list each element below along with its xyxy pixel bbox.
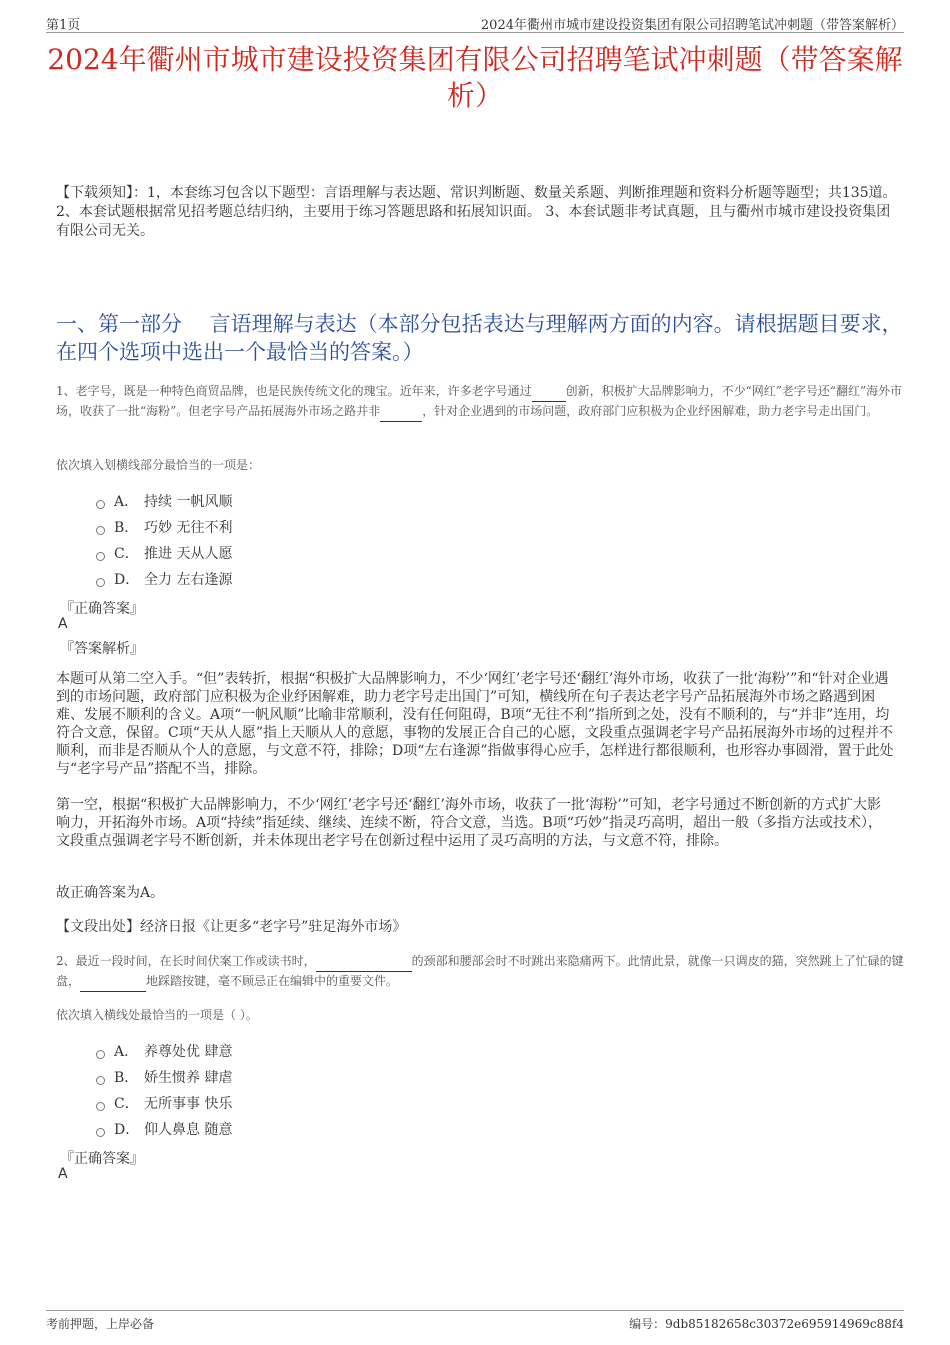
- page-number: 第1页: [46, 18, 81, 33]
- answer-blank: [532, 382, 566, 402]
- radio-icon[interactable]: [96, 1128, 105, 1137]
- question-1-prompt: 依次填入划横线部分最恰当的一项是：: [56, 458, 261, 472]
- analysis-paragraph-2: 第一空，根据“积极扩大品牌影响力，不少‘网红’老字号还‘翻红’海外市场，收获了一批‘海粉’”可知，老字号通过不断创新的方式扩大影响力，开拓海外市场。A项“持续”指延续、继续、连续不断，符合文意，当选。B项“巧妙”指灵巧高明，超出一般（多指方法或技术），文段重点强调老字号不断创新，并未体现出老字号在创新过程中运用了灵巧高明的方法，与文意不符，排除。: [56, 797, 883, 849]
- question-1-options: [96, 488, 232, 592]
- question-1-part-a: 1、老字号，既是一种特色商贸品牌，也是民族传统文化的瑰宝。近年来，许多老字号通过: [56, 384, 532, 398]
- section-heading: 一、第一部分 言语理解与表达（本部分包括表达与理解两方面的内容。请根据题目要求，在四个选项中选出一个最恰当的答案。）: [56, 312, 903, 364]
- footer-serial: 编号：9db85182658c30372e695914969c88f4: [629, 1317, 904, 1331]
- option-c[interactable]: C． 无所事事 快乐: [96, 1090, 232, 1116]
- question-2-text: [56, 952, 904, 992]
- radio-icon[interactable]: [96, 1050, 105, 1059]
- question-1-part-b: 创新，积极扩大品牌影响力，不少“网红”老字号还“翻红”海外市场，收获了一批“海粉”。但老字号产品拓展海外市场之路并非: [56, 384, 903, 418]
- correct-answer-label: 『正确答案』: [60, 601, 144, 617]
- option-b[interactable]: B． 巧妙 无往不利: [96, 514, 232, 540]
- radio-icon[interactable]: [96, 526, 105, 535]
- correct-answer-label: 『正确答案』: [60, 1151, 144, 1167]
- document-title: 2024年衢州市城市建设投资集团有限公司招聘笔试冲刺题（带答案解析）: [47, 43, 903, 112]
- question-2-options: [96, 1038, 232, 1142]
- option-d[interactable]: D． 全力 左右逢源: [96, 566, 232, 592]
- option-a[interactable]: A． 养尊处优 肆意: [96, 1038, 232, 1064]
- analysis-conclusion: 故正确答案为A。: [56, 885, 165, 901]
- download-notice: 【下载须知】：1，本套练习包含以下题型：言语理解与表达题、常识判断题、数量关系题、判断推理题和资料分析题等题型；共135道。 2、本套试题根据常见招考题总结归纳，主要用于练习答题思路和拓展知识面。 3、本套试题非考试真题，且与衢州市城市建设投资集团有限公司无关。: [56, 185, 897, 239]
- option-d[interactable]: D． 仰人鼻息 随意: [96, 1116, 232, 1142]
- correct-answer: A: [58, 1166, 68, 1182]
- analysis-label: 『答案解析』: [60, 641, 144, 657]
- question-2-prompt: 依次填入横线处最恰当的一项是（ ）。: [56, 1008, 258, 1022]
- header-doc-title: 2024年衢州市城市建设投资集团有限公司招聘笔试冲刺题（带答案解析）: [480, 18, 904, 33]
- radio-icon[interactable]: [96, 578, 105, 587]
- question-2-part-a: 2、最近一段时间，在长时间伏案工作或读书时，: [56, 954, 316, 968]
- radio-icon[interactable]: [96, 1076, 105, 1085]
- page-footer: [46, 1310, 904, 1331]
- answer-blank: [316, 952, 412, 972]
- correct-answer: A: [58, 616, 68, 632]
- question-1-text: [56, 382, 904, 422]
- analysis-paragraph-1: 本题可从第二空入手。“但”表转折，根据“积极扩大品牌影响力，不少‘网红’老字号还‘翻红’海外市场，收获了一批‘海粉’”和“针对企业遇到的市场问题，政府部门应积极为企业纾困解难，助力老字号走出国门”可知，横线所在句子表达老字号产品拓展海外市场之路遇到困难、发展不顺利的含义。A项“一帆风顺”比喻非常顺利，没有任何阻碍，B项“无往不利”指所到之处，没有不顺利的，与“并非”连用，均符合文意，保留。C项“天从人愿”指上天顺从人的意愿，事物的发展正合自己的心愿，文段重点强调老字号产品拓展海外市场的过程并不顺利，而非是否顺从个人的意愿，与文意不符，排除；D项“左右逢源”指做事得心应手，怎样进行都很顺利，也形容办事圆滑，置于此处与“老字号产品”搭配不当，排除。: [56, 671, 894, 777]
- question-1-part-c: ，针对企业遇到的市场问题，政府部门应积极为企业纾困解难，助力老字号走出国门。: [422, 404, 879, 418]
- text-source: 【文段出处】经济日报《让更多“老字号”驻足海外市场》: [56, 919, 407, 935]
- option-b[interactable]: B． 娇生惯养 肆虐: [96, 1064, 232, 1090]
- option-a[interactable]: A． 持续 一帆风顺: [96, 488, 232, 514]
- footer-slogan: 考前押题，上岸必备: [46, 1317, 155, 1331]
- option-c[interactable]: C． 推进 天从人愿: [96, 540, 232, 566]
- radio-icon[interactable]: [96, 500, 105, 509]
- radio-icon[interactable]: [96, 1102, 105, 1111]
- question-2-part-c: 地踩踏按键，毫不顾忌正在编辑中的重要文件。: [146, 974, 399, 988]
- radio-icon[interactable]: [96, 552, 105, 561]
- answer-blank: [80, 972, 146, 992]
- page-header: [46, 12, 904, 33]
- question-2-part-b: 的颈部和腰部会时不时跳出来隐痛两下。此情此景，就像一只调皮的猫，突然跳上了忙碌的键盘，: [56, 954, 904, 988]
- answer-blank: [380, 402, 422, 422]
